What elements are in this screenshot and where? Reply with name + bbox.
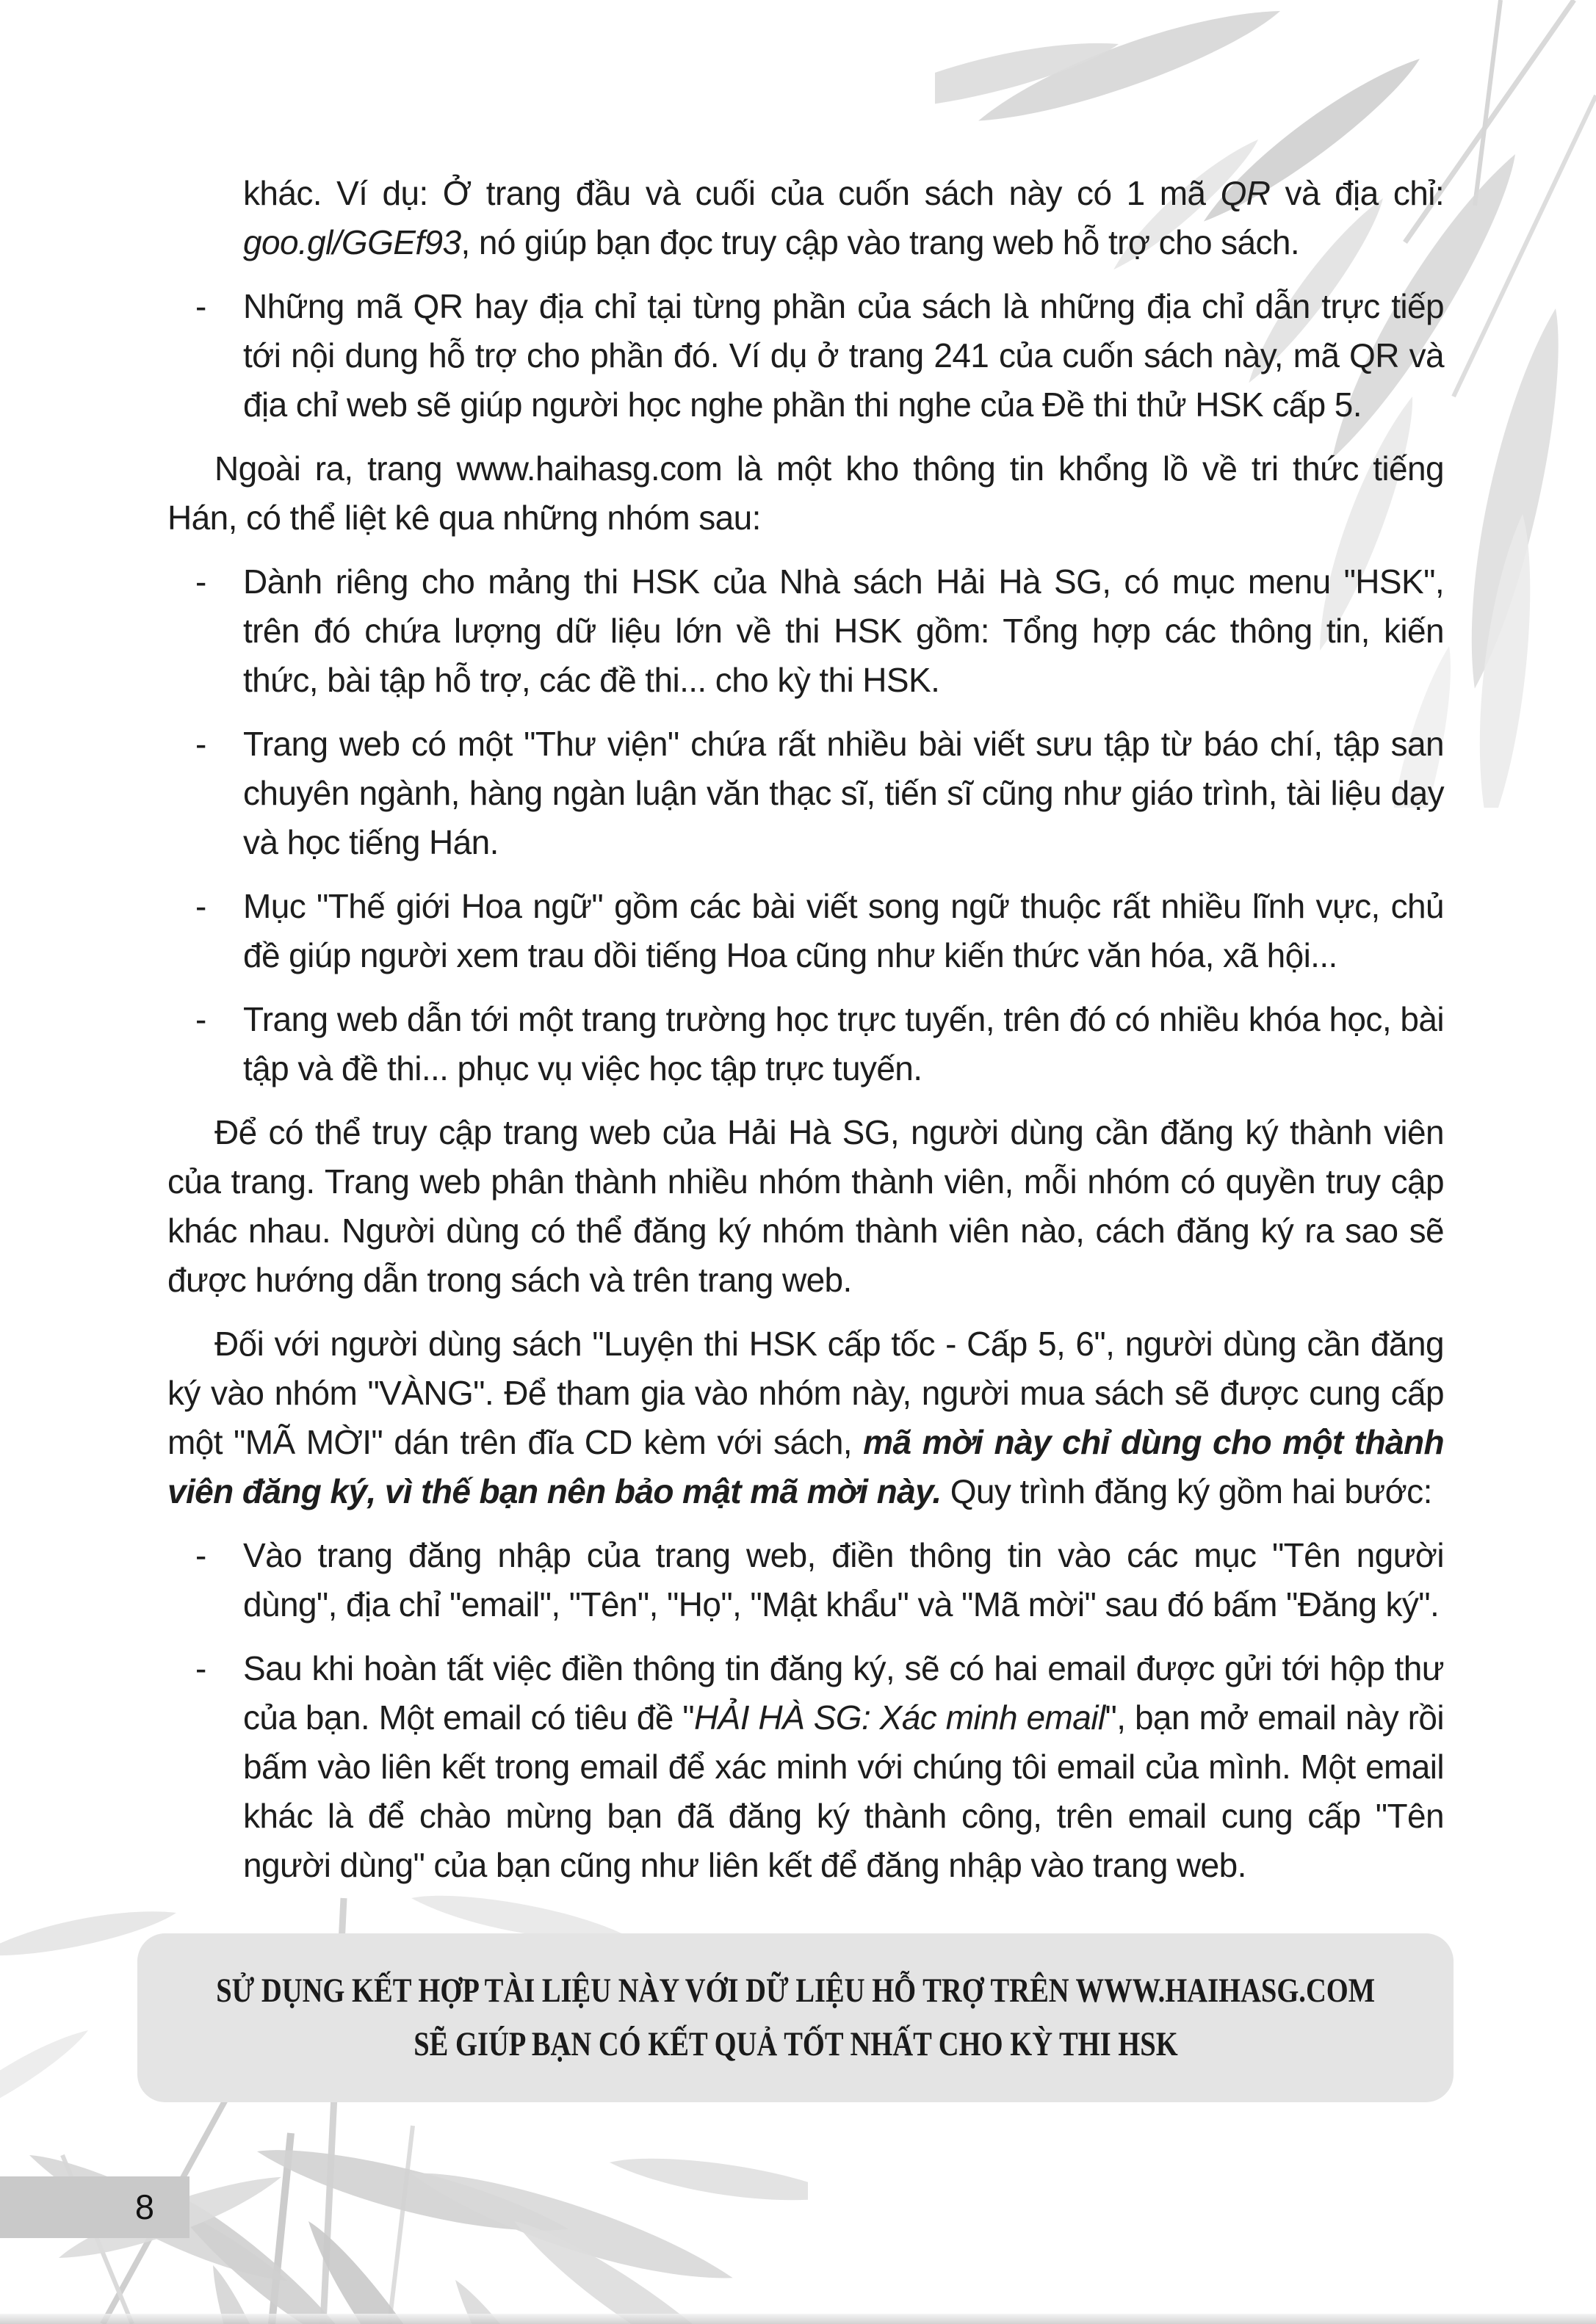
text-segment: QR [1220, 174, 1271, 212]
list-item [167, 1531, 1444, 1629]
list-item [167, 720, 1444, 867]
text-segment: Quy trình đăng ký gồm hai bước: [941, 1472, 1432, 1510]
text-segment: Để có thể truy cập trang web của Hải Hà SG, người dùng cần đăng ký thành viên của trang. Trang web phân thành nhiều nhóm thành viên, mỗi nhóm có quyền truy cập khác nhau. Người dùng có thể đăng ký nhóm thành viên nào, cách đăng ký ra sao sẽ được hướng dẫn trong sách và trên trang web. [167, 1113, 1444, 1299]
text-segment: Vào trang đăng nhập của trang web, điền thông tin vào các mục "Tên người dùng", địa chỉ "email", "Tên", "Họ", "Mật khẩu" và "Mã mời" sau đó bấm "Đăng ký". [243, 1536, 1444, 1623]
text-segment: và địa chỉ: [1270, 174, 1445, 212]
paragraph [167, 1320, 1444, 1516]
page-text-content [167, 169, 1444, 1905]
bullet-dash: - [195, 1000, 206, 1038]
text-segment: khác. Ví dụ: Ở trang đầu và cuối của cuốn sách này có 1 mã [243, 174, 1221, 212]
list-item [167, 995, 1444, 1093]
list-item [167, 882, 1444, 980]
text-segment: ", bạn mở email này rồi bấm vào liên kết trong email để xác minh với chúng tôi email của mình. Một email khác là để chào mừng bạn đã đăng ký thành công, trên email cung cấp "Tên người dùng" của bạn cũng như liên kết để đăng nhập vào trang web. [243, 1698, 1444, 1884]
page-number-band [0, 2176, 189, 2238]
text-segment: Ngoài ra, trang www.haihasg.com là một kho thông tin khổng lồ về tri thức tiếng Hán, có thể liệt kê qua những nhóm sau: [167, 449, 1444, 537]
footer-note-line-2: SẼ GIÚP BẠN CÓ KẾT QUẢ TỐT NHẤT CHO KỲ THI HSK [413, 2025, 1178, 2063]
list-item [167, 282, 1444, 430]
bullet-dash: - [195, 1649, 206, 1687]
text-segment: goo.gl/GGEf93 [243, 223, 461, 261]
scan-edge-shadow [0, 2314, 1596, 2324]
paragraph [167, 1108, 1444, 1305]
text-segment: Trang web dẫn tới một trang trường học trực tuyến, trên đó có nhiều khóa học, bài tập và đề thi... phục vụ việc học tập trực tuyến. [243, 1000, 1444, 1087]
bullet-dash: - [195, 887, 206, 925]
text-segment: Những mã QR hay địa chỉ tại từng phần của sách là những địa chỉ dẫn trực tiếp tới nội dung hỗ trợ cho phần đó. Ví dụ ở trang 241 của cuốn sách này, mã QR và địa chỉ web sẽ giúp người học nghe phần thi nghe của Đề thi thử HSK cấp 5. [243, 287, 1444, 424]
footer-note-box [137, 1933, 1454, 2102]
text-segment: Dành riêng cho mảng thi HSK của Nhà sách Hải Hà SG, có mục menu "HSK", trên đó chứa lượng dữ liệu lớn về thi HSK gồm: Tổng hợp các thông tin, kiến thức, bài tập hỗ trợ, các đề thi... cho kỳ thi HSK. [243, 562, 1444, 699]
text-segment: Trang web có một "Thư viện" chứa rất nhiều bài viết sưu tập từ báo chí, tập san chuyên ngành, hàng ngàn luận văn thạc sĩ, tiến sĩ cũng như giáo trình, tài liệu dạy và học tiếng Hán. [243, 725, 1444, 861]
bullet-dash: - [195, 1536, 206, 1574]
text-segment: HẢI HÀ SG: Xác minh email [694, 1698, 1105, 1737]
text-segment: , nó giúp bạn đọc truy cập vào trang web hỗ trợ cho sách. [461, 223, 1300, 261]
list-item [167, 1644, 1444, 1890]
page-number: 8 [134, 2187, 154, 2226]
text-segment: Sau khi hoàn tất việc điền thông tin đăng ký, sẽ có hai email được gửi tới hộp thư của bạn. Một email có tiêu đề " [243, 1649, 1444, 1737]
bullet-dash: - [195, 287, 206, 325]
text-segment: Đối với người dùng sách "Luyện thi HSK cấp tốc - Cấp 5, 6", người dùng cần đăng ký vào nhóm "VÀNG". Để tham gia vào nhóm này, người mua sách sẽ được cung cấp một "MÃ MỜI" dán trên đĩa CD kèm với sách, [167, 1325, 1444, 1461]
text-segment: Mục "Thế giới Hoa ngữ" gồm các bài viết song ngữ thuộc rất nhiều lĩnh vực, chủ đề giúp người xem trau dồi tiếng Hoa cũng như kiến thức văn hóa, xã hội... [243, 887, 1444, 974]
text-segment: mã mời này chỉ dùng cho một thành viên đăng ký, vì thế bạn nên bảo mật mã mời này. [167, 1423, 1444, 1510]
paragraph [167, 444, 1444, 543]
bullet-dash: - [195, 562, 206, 601]
bullet-dash: - [195, 725, 206, 763]
list-item [167, 557, 1444, 705]
paragraph [243, 169, 1444, 267]
footer-note-line-1: SỬ DỤNG KẾT HỢP TÀI LIỆU NÀY VỚI DỮ LIỆU HỖ TRỢ TRÊN WWW.HAIHASG.COM [216, 1972, 1375, 2010]
